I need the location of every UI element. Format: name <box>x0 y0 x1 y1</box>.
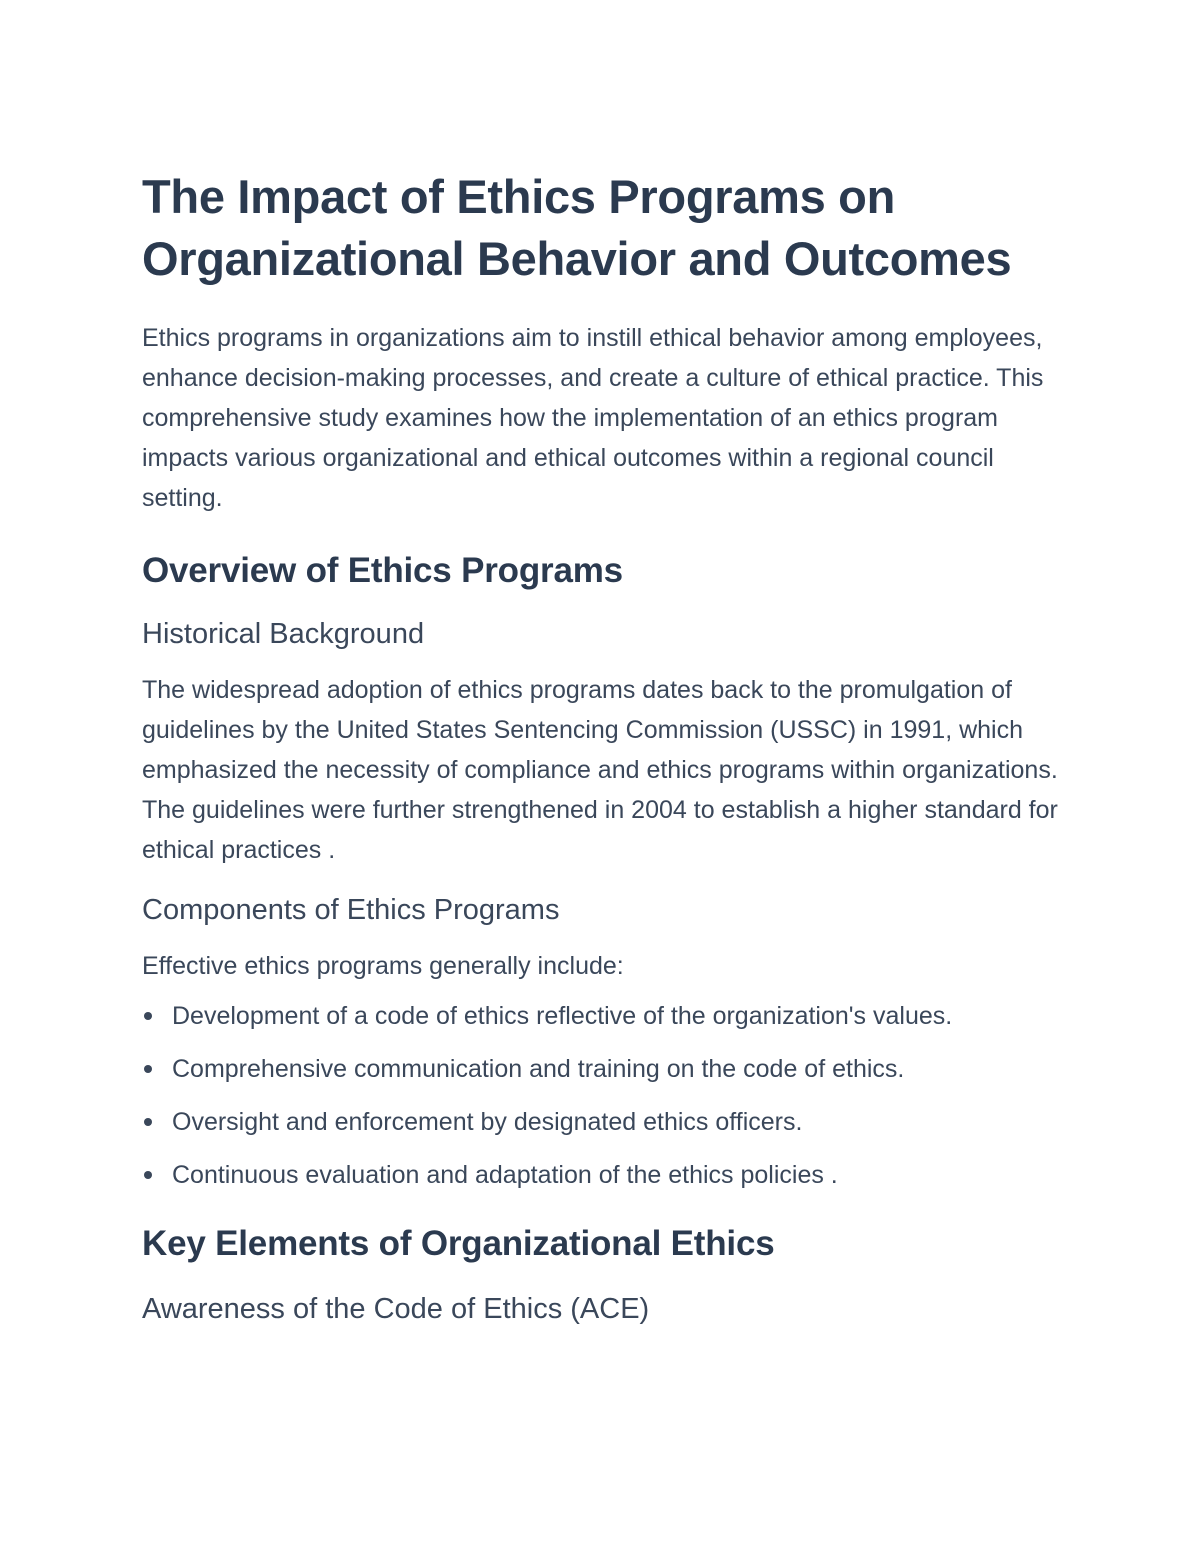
subsection-heading-awareness: Awareness of the Code of Ethics (ACE) <box>142 1293 650 1325</box>
bullet-icon <box>144 1012 152 1020</box>
list-item-text: Continuous evaluation and adaptation of the ethics policies . <box>172 1161 838 1189</box>
list-item <box>142 1102 1072 1142</box>
section-heading-overview: Overview of Ethics Programs <box>142 551 623 590</box>
bullet-icon <box>144 1065 152 1073</box>
intro-paragraph: Ethics programs in organizations aim to instill ethical behavior among employees, enhance decision-making processes, and create a culture of ethical practice. This comprehensive study examines how the implementation of an ethics program impacts various organizational and ethical outcomes within a regional council setting. <box>142 324 1044 512</box>
historical-background-paragraph: The widespread adoption of ethics programs dates back to the promulgation of guidelines by the United States Sentencing Commission (USSC) in 1991, which emphasized the necessity of compliance and ethics programs within organizations. The guidelines were further strengthened in 2004 to establish a higher standard for ethical practices . <box>142 676 1058 864</box>
document-title: The Impact of Ethics Programs on Organizational Behavior and Outcomes <box>142 170 1012 285</box>
list-item-text: Comprehensive communication and training on the code of ethics. <box>172 1055 905 1083</box>
list-item <box>142 1155 1072 1195</box>
list-item-text: Development of a code of ethics reflective of the organization's values. <box>172 1002 953 1030</box>
list-item-text: Oversight and enforcement by designated ethics officers. <box>172 1108 803 1136</box>
bullet-icon <box>144 1118 152 1126</box>
bullet-icon <box>144 1171 152 1179</box>
section-heading-key-elements: Key Elements of Organizational Ethics <box>142 1224 775 1263</box>
document-page <box>142 166 1072 1329</box>
list-item <box>142 1049 1072 1089</box>
components-list <box>142 996 1072 1195</box>
list-item <box>142 996 1072 1036</box>
subsection-heading-historical-background: Historical Background <box>142 618 425 650</box>
subsection-heading-components: Components of Ethics Programs <box>142 894 560 926</box>
components-intro-paragraph: Effective ethics programs generally include: <box>142 952 624 980</box>
